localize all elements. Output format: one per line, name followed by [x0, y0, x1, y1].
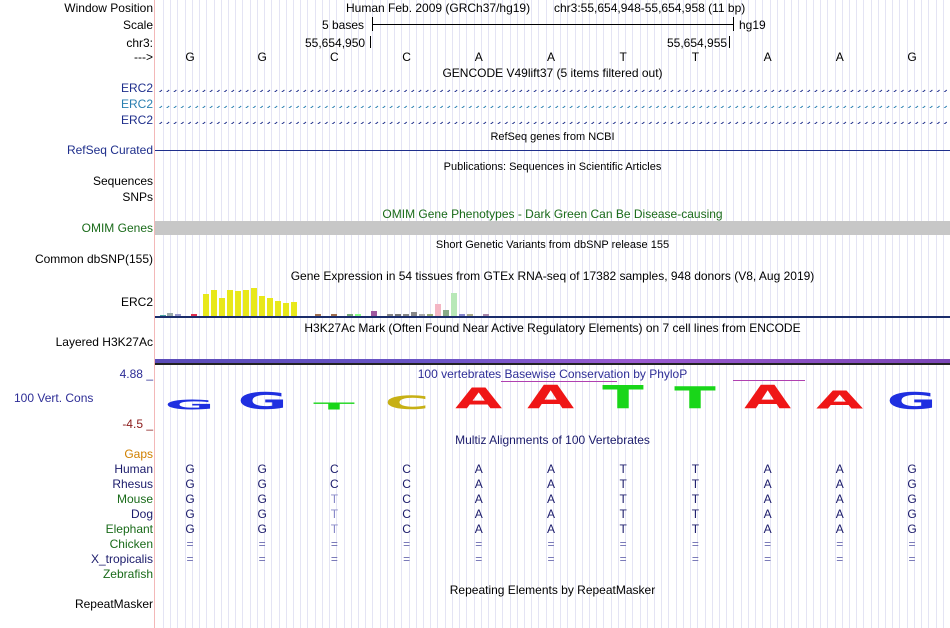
species-label[interactable]: Human	[114, 462, 153, 476]
phylop-logo-letter[interactable]	[593, 378, 653, 416]
base-letter: A	[474, 50, 483, 64]
base-letter: A	[763, 50, 772, 64]
alignment-base: T	[691, 507, 700, 521]
alignment-base: C	[402, 477, 411, 491]
h3k27ac-title: H3K27Ac Mark (Often Found Near Active Regulatory Elements) on 7 cell lines from ENCODE	[304, 321, 801, 335]
alignment-base: =	[691, 552, 699, 566]
alignment-base: C	[402, 492, 411, 506]
logo-glyph: T	[602, 378, 644, 416]
alignment-base: A	[835, 462, 844, 476]
alignment-base: G	[185, 462, 195, 476]
species-label[interactable]: Chicken	[109, 537, 153, 551]
alignment-base: G	[257, 462, 267, 476]
phylop-max: 4.88 _	[119, 367, 153, 381]
alignment-base: T	[619, 477, 627, 491]
omim-title: OMIM Gene Phenotypes - Dark Green Can Be Disease-causing	[382, 207, 723, 221]
phylop-logo-letter[interactable]	[882, 380, 942, 415]
gtex-tissue-bar[interactable]	[219, 298, 225, 316]
alignment-base: G	[257, 522, 267, 536]
alignment-base: A	[835, 507, 844, 521]
gencode-row-label[interactable]: ERC2	[120, 113, 153, 127]
alignment-base: A	[546, 492, 555, 506]
phylop-logo-letter[interactable]	[160, 380, 220, 413]
logo-glyph: G	[887, 387, 937, 415]
alignment-base: G	[907, 462, 917, 476]
scale-bar	[372, 24, 734, 25]
alignment-base: =	[836, 552, 844, 566]
alignment-base: =	[547, 552, 555, 566]
alignment-base: C	[402, 507, 411, 521]
base-letter: A	[835, 50, 844, 64]
h3k27ac-label[interactable]: Layered H3K27Ac	[55, 335, 153, 349]
alignment-base: T	[619, 462, 627, 476]
alignment-base: =	[330, 552, 338, 566]
gtex-tissue-bar[interactable]	[235, 291, 241, 316]
repeatmasker-title: Repeating Elements by RepeatMasker	[449, 583, 656, 597]
alignment-base: T	[619, 522, 627, 536]
dbsnp-label[interactable]: Common dbSNP(155)	[34, 252, 153, 266]
alignment-base: T	[691, 522, 700, 536]
alignment-base: A	[474, 522, 483, 536]
alignment-base: T	[691, 492, 700, 506]
alignment-base: =	[258, 537, 266, 551]
alignment-base: G	[185, 492, 195, 506]
alignment-base: =	[330, 537, 338, 551]
alignment-base: G	[907, 477, 917, 491]
logo-glyph: A	[527, 378, 575, 416]
alignment-base: =	[908, 552, 916, 566]
gtex-tissue-bar[interactable]	[211, 290, 217, 316]
alignment-base: =	[764, 552, 772, 566]
gtex-bar-graph[interactable]	[155, 282, 950, 318]
alignment-base: =	[475, 552, 483, 566]
alignment-base: =	[619, 552, 627, 566]
alignment-base: A	[546, 507, 555, 521]
gtex-tissue-bar[interactable]	[203, 294, 209, 316]
alignment-base: =	[186, 537, 194, 551]
publications-title: Publications: Sequences in Scientific Articles	[443, 161, 662, 173]
alignment-base: G	[907, 492, 917, 506]
gencode-transcript[interactable]	[155, 85, 950, 92]
refseq-label[interactable]: RefSeq Curated	[66, 143, 153, 157]
alignment-base: =	[403, 537, 411, 551]
gtex-baseline	[155, 316, 950, 318]
scale-db: hg19	[739, 18, 766, 32]
alignment-base: A	[763, 507, 772, 521]
alignment-base: A	[763, 462, 772, 476]
gtex-tissue-bar[interactable]	[275, 301, 281, 316]
base-letter: C	[402, 50, 411, 64]
logo-glyph: C	[384, 391, 429, 414]
chrom-label: chr3:	[126, 36, 153, 50]
phylop-title: 100 vertebrates Basewise Conservation by PhyloP	[417, 367, 688, 381]
base-letter: T	[619, 50, 627, 64]
alignment-base: A	[546, 462, 555, 476]
alignment-base: A	[763, 492, 772, 506]
alignment-base: A	[474, 462, 483, 476]
phylop-min: -4.5 _	[122, 417, 153, 431]
gtex-tissue-bar[interactable]	[243, 290, 249, 316]
logo-glyph: A	[744, 378, 792, 416]
alignment-base: G	[257, 477, 267, 491]
species-label[interactable]: Mouse	[116, 492, 153, 506]
logo-glyph: A	[816, 385, 864, 415]
refseq-title: RefSeq genes from NCBI	[490, 131, 615, 143]
base-letter: G	[257, 50, 267, 64]
phylop-logo-letter[interactable]	[738, 378, 798, 416]
dbsnp-title: Short Genetic Variants from dbSNP release 155	[435, 239, 670, 251]
repeatmasker-label[interactable]: RepeatMasker	[74, 597, 153, 611]
gtex-label[interactable]: ERC2	[120, 295, 153, 309]
alignment-base: A	[835, 492, 844, 506]
species-label[interactable]: Elephant	[105, 522, 153, 536]
alignment-base: =	[908, 537, 916, 551]
alignment-base: A	[835, 477, 844, 491]
gtex-tissue-bar[interactable]	[435, 304, 441, 316]
base-letter: C	[330, 50, 339, 64]
chrom-pos-right: 55,654,955	[667, 36, 728, 50]
species-label[interactable]: Zebrafish	[102, 567, 153, 581]
scale-text: 5 bases	[322, 18, 365, 32]
ruler-tick-left	[370, 36, 371, 48]
alignment-base: A	[763, 522, 772, 536]
phylop-logo-letter[interactable]	[232, 380, 292, 415]
logo-glyph: T	[674, 380, 717, 416]
assembly-text[interactable]: Human Feb. 2009 (GRCh37/hg19)	[346, 1, 531, 15]
alignment-base: A	[546, 477, 555, 491]
ruler-tick-right	[729, 36, 730, 48]
alignment-base: C	[402, 462, 411, 476]
alignment-base: C	[330, 462, 339, 476]
omim-label[interactable]: OMIM Genes	[81, 221, 153, 235]
logo-glyph: A	[455, 382, 503, 416]
gtex-tissue-bar[interactable]	[451, 293, 457, 316]
alignment-base: A	[474, 477, 483, 491]
h3k27ac-baseline	[155, 363, 950, 365]
multiz-title: Multiz Alignments of 100 Vertebrates	[455, 433, 650, 447]
base-letter: G	[185, 50, 195, 64]
alignment-base: G	[907, 507, 917, 521]
refseq-gene-line[interactable]	[155, 150, 950, 151]
species-label[interactable]: Rhesus	[112, 477, 153, 491]
alignment-base: T	[330, 492, 339, 506]
scale-bar-right	[733, 17, 734, 31]
alignment-base: C	[330, 477, 339, 491]
alignment-base: T	[330, 507, 339, 521]
alignment-base: =	[403, 552, 411, 566]
alignment-base: G	[907, 522, 917, 536]
alignment-base: T	[691, 462, 700, 476]
gtex-tissue-bar[interactable]	[251, 288, 257, 316]
phylop-logo-letter[interactable]	[449, 380, 509, 416]
alignment-base: =	[547, 537, 555, 551]
alignment-base: A	[474, 492, 483, 506]
gencode-transcript[interactable]	[155, 117, 950, 124]
alignment-base: A	[474, 507, 483, 521]
sequences-label[interactable]: Sequences	[92, 174, 153, 188]
gaps-label[interactable]: Gaps	[124, 447, 153, 461]
logo-glyph: G	[165, 397, 215, 413]
species-label[interactable]: X_tropicalis	[90, 552, 153, 566]
alignment-base: G	[257, 507, 267, 521]
alignment-base: T	[619, 492, 627, 506]
alignment-base: T	[619, 507, 627, 521]
gencode-row-label[interactable]: ERC2	[120, 97, 153, 111]
alignment-base: A	[546, 522, 555, 536]
base-letter: A	[546, 50, 555, 64]
alignment-base: G	[185, 522, 195, 536]
gtex-title: Gene Expression in 54 tissues from GTEx RNA-seq of 17382 samples, 948 donors (V8, Aug 2019)	[290, 269, 815, 283]
strand-label[interactable]: --->	[134, 50, 153, 64]
phylop-logo-letter[interactable]	[377, 380, 437, 414]
base-letter: G	[907, 50, 917, 64]
alignment-base: =	[764, 537, 772, 551]
gtex-tissue-bar[interactable]	[259, 296, 265, 316]
gencode-transcript[interactable]	[155, 101, 950, 108]
alignment-base: =	[691, 537, 699, 551]
alignment-base: =	[475, 537, 483, 551]
alignment-base: A	[763, 477, 772, 491]
gtex-tissue-bar[interactable]	[283, 303, 289, 316]
scale-label: Scale	[122, 18, 153, 32]
alignment-base: =	[619, 537, 627, 551]
gtex-tissue-bar[interactable]	[227, 290, 233, 316]
logo-glyph: G	[237, 387, 288, 415]
position-range[interactable]: chr3:55,654,948-55,654,958 (11 bp)	[554, 1, 746, 15]
omim-gene-bar[interactable]	[155, 221, 950, 235]
phylop-label[interactable]: 100 Vert. Cons	[14, 391, 94, 405]
alignment-base: =	[258, 552, 266, 566]
phylop-logo-letter[interactable]	[810, 380, 870, 415]
alignment-base: =	[836, 537, 844, 551]
species-label[interactable]: Dog	[130, 507, 153, 521]
alignment-base: =	[186, 552, 194, 566]
snps-label[interactable]: SNPs	[122, 190, 153, 204]
alignment-base: G	[185, 477, 195, 491]
logo-glyph: T	[313, 400, 356, 412]
phylop-logo-letter[interactable]	[304, 380, 364, 410]
phylop-logo-letter[interactable]	[665, 380, 725, 416]
gencode-title: GENCODE V49lift37 (5 items filtered out)	[442, 66, 663, 80]
alignment-base: A	[835, 522, 844, 536]
base-letter: T	[691, 50, 700, 64]
gencode-row-label[interactable]: ERC2	[120, 81, 153, 95]
alignment-base: G	[257, 492, 267, 506]
alignment-base: C	[402, 522, 411, 536]
alignment-base: T	[330, 522, 339, 536]
gtex-tissue-bar[interactable]	[291, 302, 297, 316]
gtex-tissue-bar[interactable]	[267, 298, 273, 316]
chrom-pos-left: 55,654,950	[305, 36, 366, 50]
alignment-base: T	[691, 477, 700, 491]
alignment-base: G	[185, 507, 195, 521]
window-position-label: Window Position	[64, 1, 153, 15]
phylop-logo-letter[interactable]	[521, 378, 581, 416]
